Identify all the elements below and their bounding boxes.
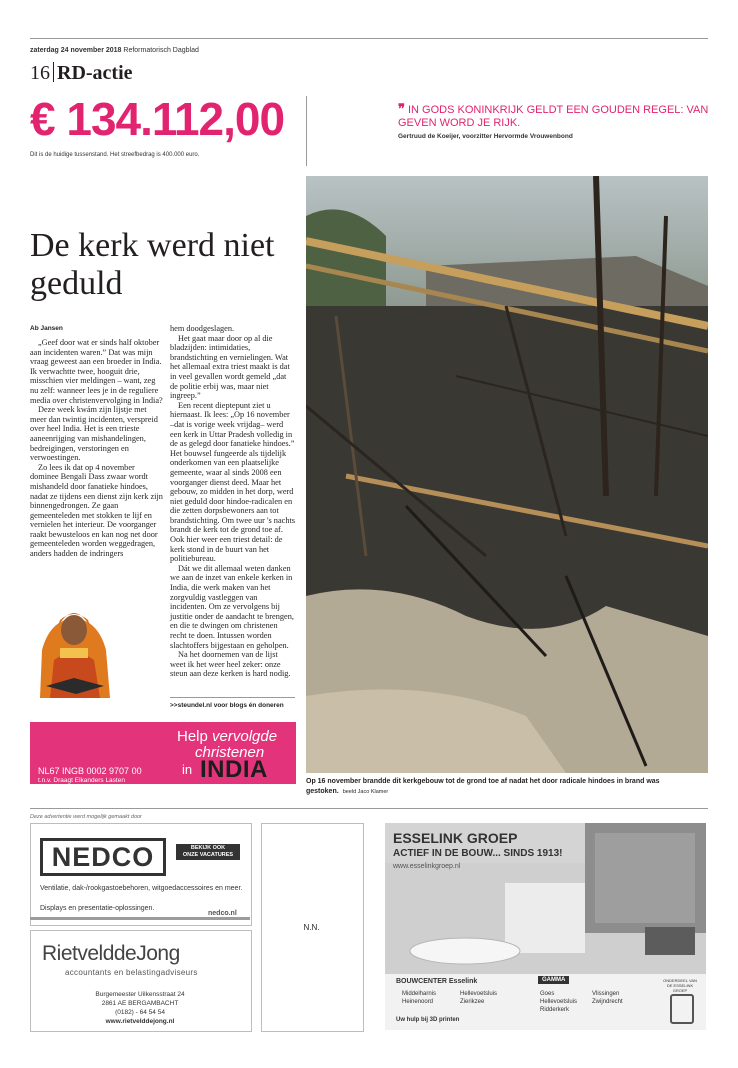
esselink-url[interactable]: www.esselinkgroep.nl	[393, 863, 461, 870]
quote-text: IN GODS KONINKRIJK GELDT EEN GOUDEN REGEL: VAN GEVEN WORD JE RIJK.	[398, 104, 709, 129]
banner-help: Help vervolgde	[177, 728, 278, 745]
rietveld-logo: RietvelddeJong	[42, 942, 180, 965]
banner-in: in	[182, 762, 193, 777]
quote-mark-icon: ❞	[398, 101, 405, 116]
burned-church-photo	[306, 176, 708, 773]
3d-print-note: Uw hulp bij 3D printen	[396, 1017, 460, 1023]
places-col-3: Goes Hellevoetsluis Ridderkerk	[540, 991, 578, 1013]
places-col-4: Vlissingen Zwijndrecht	[592, 991, 623, 1005]
nn-text: N.N.	[303, 923, 320, 932]
byline: Ab Jansen	[30, 325, 63, 332]
nedco-vacatures-tag[interactable]: BEKIJK OOK ONZE VACATURES	[176, 844, 240, 860]
nedco-bar	[30, 917, 250, 920]
nedco-logo: NEDCO	[40, 838, 166, 876]
places-col-2: Hellevoetsluis Zierikzee	[460, 991, 498, 1005]
rietveld-address: Burgemeester Uilkensstraat 24 2861 AE BERGAMBACHT (0182) - 64 54 54 www.rietvelddejong.nl	[95, 991, 185, 1025]
dateline	[30, 47, 199, 54]
quote-author: Gertruud de Koeijer, voorzitter Hervormde Vrouwenbond	[398, 133, 573, 140]
photo-caption: Op 16 november brandde dit kerkgebouw tot de grond toe af nadat het door radicale hindoes in brand was gestoken. beeld Jaco Klamer	[306, 778, 660, 795]
nedco-url[interactable]: nedco.nl	[208, 910, 237, 917]
paragraph: Na het doornemen van de lijst weet ik het weer heel zeker: onze steun aan deze kerken is hard nodig.	[170, 650, 291, 679]
paragraph: „Geef door wat er sinds half oktober aan incidenten waren.” Dat was mijn vraag geweest aan een broeder in India. Ik verwachtte twee, hooguit drie, misschien vier meldingen – want, zeg nu zelf: wanneer lees je in de reguliere media over christenvervolging in India?	[30, 338, 163, 405]
page-header	[30, 62, 133, 85]
date: zaterdag 24 november 2018	[30, 47, 122, 54]
photo-credit: beeld Jaco Klamer	[342, 789, 389, 795]
paragraph: hem doodgeslagen.	[170, 324, 235, 333]
paragraph: Deze week kwám zijn lijstje met meer dan twintig incidenten, verspreid over heel India. Het is een trieste aaneenrijging van mishandelingen, bedreigingen, verstoringen en verwoestingen.	[30, 405, 158, 463]
woman-with-bible-image	[30, 590, 118, 698]
esselink-badge: ONDERDEEL VAN DE ESSELINK GROEP	[663, 978, 697, 993]
article-headline: De kerk werd niet geduld	[30, 227, 275, 302]
blogs-link[interactable]: >>steundel.nl voor blogs én doneren	[170, 702, 284, 709]
esselink-badge-icon	[670, 994, 694, 1024]
places-col-1: Middelharnis Heinenoord	[402, 991, 437, 1005]
campaign-amount: € 134.112,00	[30, 93, 285, 145]
paper-name: Reformatorisch Dagblad	[123, 47, 199, 54]
paragraph: Zo lees ik dat op 4 november dominee Bengali Dass zwaar wordt mishandeld door fanatieke hindoes, nadat ze tijdens een dienst zijn kerk zijn binnengedrongen. Ze gaan gemeenteleden met stokken te lijf en vernielen het interieur. De voorganger raakt bewusteloos en kan nog net door gemeenteleden worden weggedragen, anders hadden de indringers	[30, 462, 163, 559]
section-title: RD-actie	[57, 62, 133, 84]
banner-iban-sub: t.n.v. Draagt Elkanders Lasten	[38, 777, 125, 784]
gamma-logo: GAMMA	[538, 976, 569, 984]
esselink-subtitle: ACTIEF IN DE BOUW... SINDS 1913!	[393, 848, 563, 859]
banner-country: INDIA	[200, 756, 268, 783]
pull-quote	[398, 102, 710, 130]
banner-iban: NL67 INGB 0002 9707 00	[38, 766, 142, 776]
nedco-text-1: Ventilatie, dak-/rookgastoebehoren, witgoedaccessoires en meer.	[40, 885, 243, 892]
banner-christenen: christenen	[195, 744, 265, 761]
rietveld-sub: accountants en belastingadviseurs	[65, 968, 198, 977]
paragraph: Dát we dit allemaal weten danken we aan de inzet van enkele kerken in India, die werk maken van het zorgvuldig vastleggen van incidenten. Om ze vervolgens bij justitie onder de aandacht te brengen, en die te dwingen om christenen recht te doen. Intussen worden slachtoffers bijgestaan en geholpen.	[170, 563, 294, 650]
sponsor-note: Deze advertentie werd mogelijk gemaakt door	[30, 814, 142, 820]
esselink-title: ESSELINK GROEP	[393, 830, 518, 846]
nedco-text-2: Displays en presentatie-oplossingen.	[40, 905, 155, 912]
campaign-note: Dit is de huidige tussenstand. Het streefbedrag is 400.000 euro.	[30, 152, 200, 158]
article-column-2	[170, 324, 295, 679]
bouwcenter-logo: BOUWCENTER Esselink	[396, 978, 478, 985]
paragraph: Een recent dieptepunt ziet u hiernaast. Ik lees: „Op 16 november –dat is vorige week vrijdag– werd een kerk in Uttar Pradesh volledig in de as gelegd door fanatieke hindoes.” Het bouwsel fungeerde als tijdelijk onderkomen van een plaatselijke gemeente, waar al sinds 2008 een voorganger dienst deed. Maar het gebouw, zo midden in het dorp, werd niet geduld door hindoe-radicalen en die zetten dorpsbewoners aan tot brandstichting. Om twee uur 's nachts brandt de kerk tot de grond toe af. Ook hier weer een triest detail: de kerk stond in de buurt van het politiebureau.	[170, 400, 296, 564]
paragraph: Het gaat maar door op al die bladzijden: intimidaties, brandstichting en vernielingen. Wat het allemaal extra triest maakt is dat in veel gevallen wordt gemeld „dat de politie erbij was, maar niet ingreep.”	[170, 333, 290, 401]
page-number: 16	[30, 62, 50, 84]
article-column-1	[30, 338, 163, 559]
